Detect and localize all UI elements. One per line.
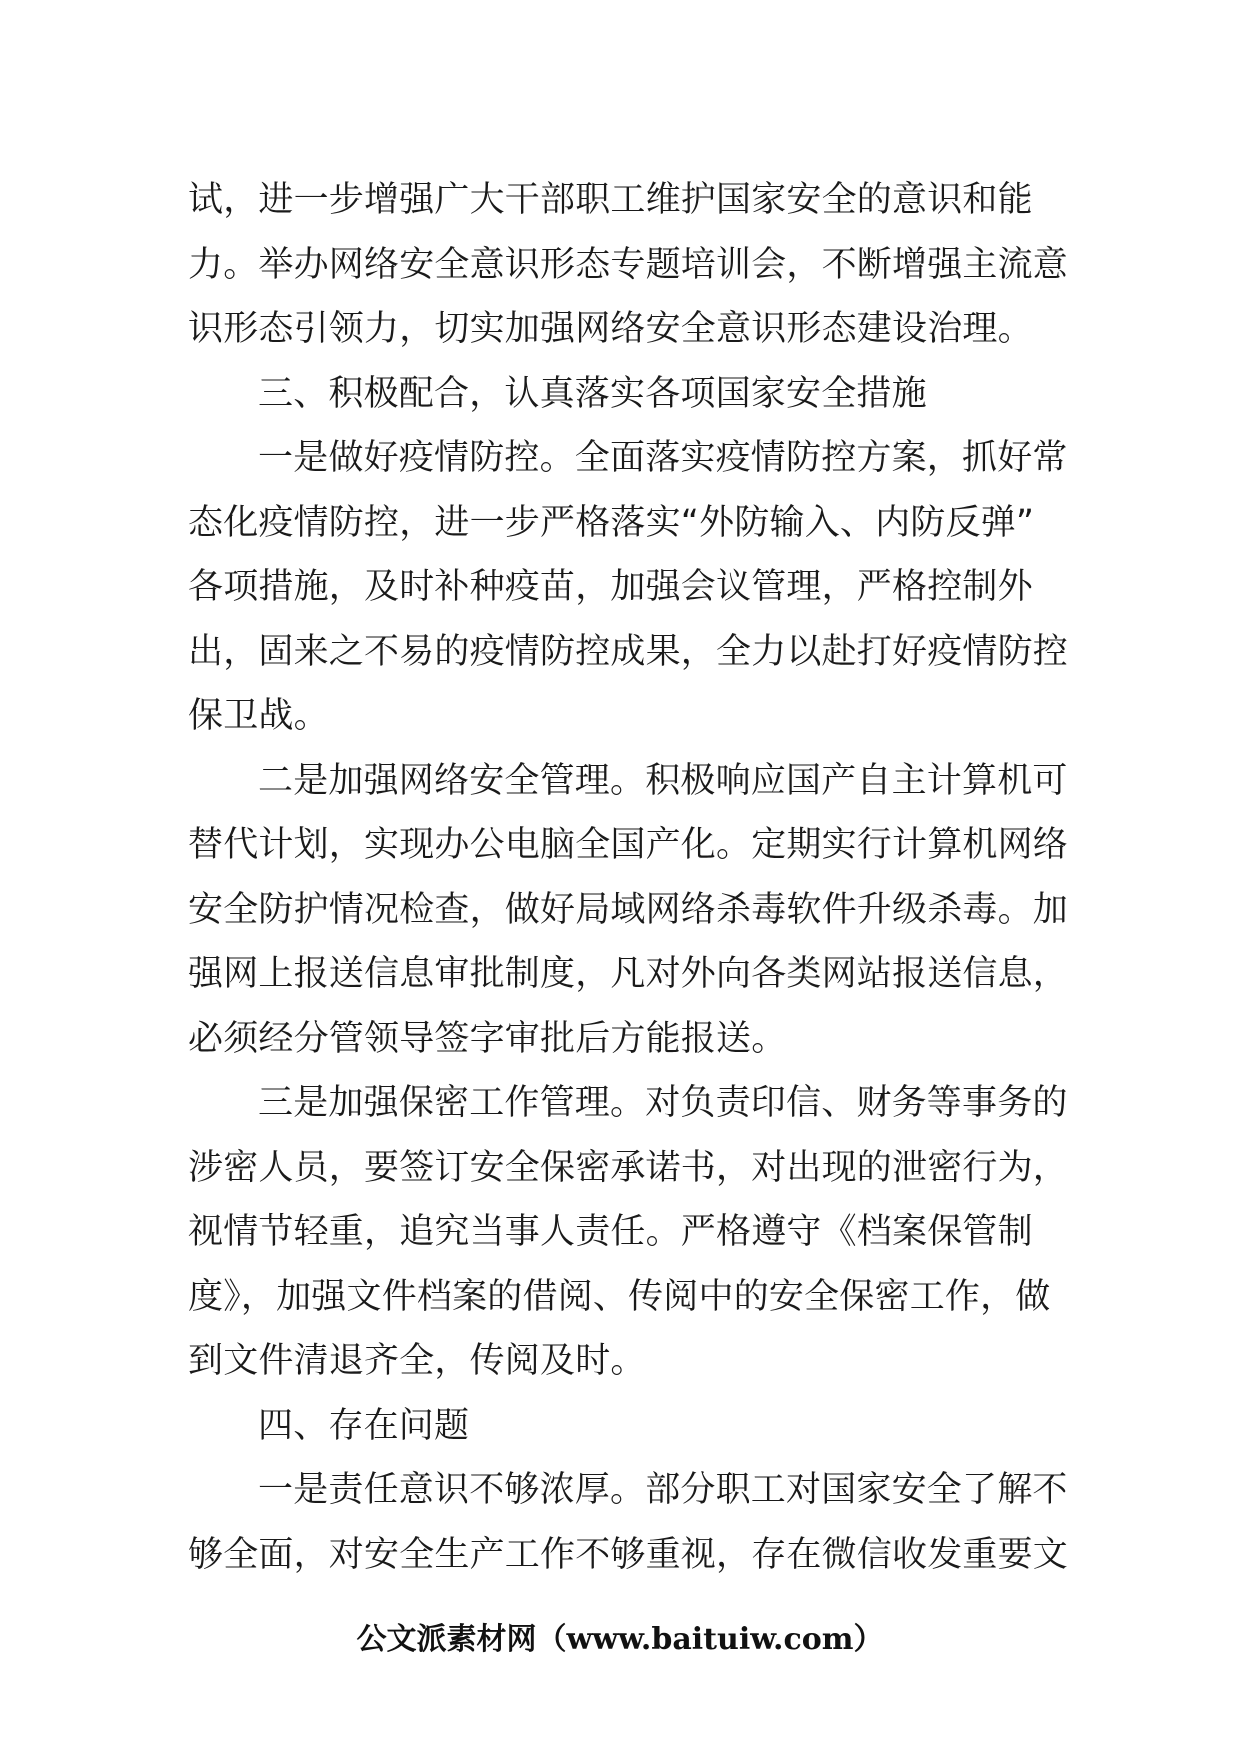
text-line: 度》，加强文件档案的借阅、传阅中的安全保密工作，做 (188, 1276, 1051, 1317)
text-line: 一是做好疫情防控。全面落实疫情防控方案，抓好常 (258, 438, 1068, 478)
footer-watermark: 公文派素材网（www.baituiw.com） (356, 1622, 884, 1657)
text-line: 各项措施，及时补种疫苗，加强会议管理，严格控制外 (188, 567, 1033, 607)
text-line: 试，进一步增强广大干部职工维护国家安全的意识和能 (188, 180, 1033, 220)
text-line: 态化疫情防控，进一步严格落实“外防输入、内防反弹” (188, 502, 1035, 543)
text-line: 到文件清退齐全，传阅及时。 (188, 1341, 646, 1381)
text-line: 三、积极配合，认真落实各项国家安全措施 (258, 373, 927, 414)
text-line: 保卫战。 (188, 696, 329, 736)
text-line: 二是加强网络安全管理。积极响应国产自主计算机可 (258, 760, 1068, 801)
text-line: 三是加强保密工作管理。对负责印信、财务等事务的 (258, 1083, 1068, 1123)
text-line: 识形态引领力，切实加强网络安全意识形态建设治理。 (188, 309, 1033, 349)
text-line: 涉密人员，要签订安全保密承诺书，对出现的泄密行为， (188, 1147, 1069, 1188)
text-line: 必须经分管领导签字审批后方能报送。 (188, 1018, 787, 1059)
text-line: 一是责任意识不够浓厚。部分职工对国家安全了解不 (258, 1470, 1068, 1510)
text-line: 替代计划，实现办公电脑全国产化。定期实行计算机网络 (188, 825, 1069, 865)
text-line: 够全面，对安全生产工作不够重视，存在微信收发重要文 (188, 1534, 1069, 1575)
text-line: 强网上报送信息审批制度，凡对外向各类网站报送信息， (188, 954, 1069, 994)
text-line: 视情节轻重，追究当事人责任。严格遵守《档案保管制 (188, 1212, 1033, 1252)
text-line: 出，固来之不易的疫情防控成果，全力以赴打好疫情防控 (188, 631, 1069, 672)
text-line: 力。举办网络安全意识形态专题培训会，不断增强主流意 (188, 244, 1069, 285)
document-body (188, 168, 1069, 1587)
text-line: 四、存在问题 (258, 1405, 470, 1446)
text-line: 安全防护情况检查，做好局域网络杀毒软件升级杀毒。加 (188, 889, 1069, 930)
